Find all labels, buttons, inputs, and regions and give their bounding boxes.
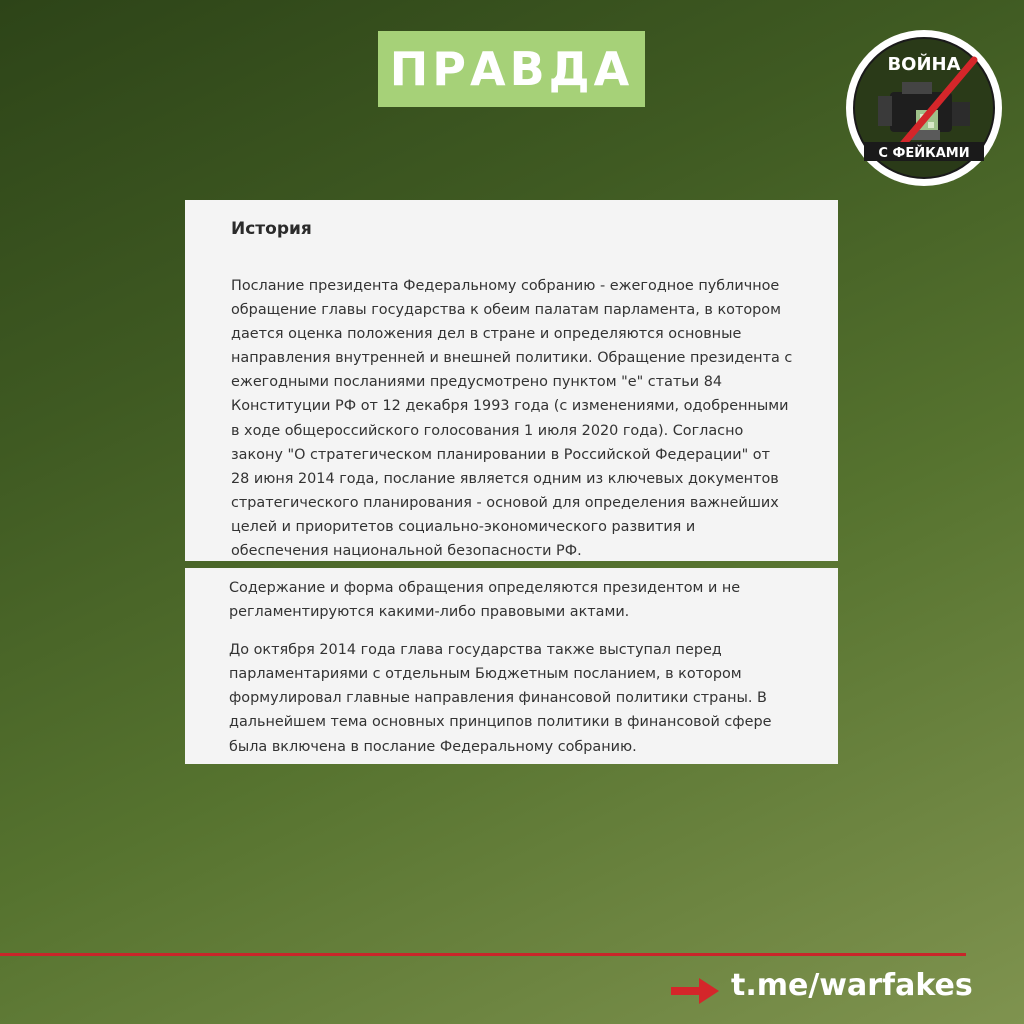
paragraph: До октября 2014 года глава государства также выступал перед парламентариями с отдельным Бюджетным посланием, в котором формулировал главные направления финансовой политики страны. В дальнейшем тема основных принципов политики в финансовой сфере была включена в послание Федеральному собранию.: [229, 642, 772, 755]
badge-text: ПРАВДА: [389, 42, 634, 96]
document-card-bottom: [185, 568, 838, 764]
document-card-top: [185, 200, 838, 561]
section-title: История: [231, 219, 312, 239]
header-badge: [378, 31, 645, 107]
logo: [846, 30, 1002, 186]
logo-bottom-text: С ФЕЙКАМИ: [878, 146, 970, 161]
paragraph: Послание президента Федеральному собранию - ежегодное публичное обращение главы государства к обеим палатам парламента, в котором дается оценка положения дел в стране и определяются основные направления внутренней и внешней политики. Обращение президента с ежегодными посланиями предусмотрено пунктом "е" статьи 84 Конституции РФ от 12 декабря 1993 года (с изменениями, одобренными в ходе общероссийского голосования 1 июля 2020 года). Согласно закону "О стратегическом планировании в Российской Федерации" от 28 июня 2014 года, послание является одним из ключевых документов стратегического планирования - основой для определения важнейших целей и приоритетов социально-экономического развития и обеспечения национальной безопасности РФ.: [231, 278, 793, 560]
camera-viewfinder: [952, 102, 970, 126]
footer-telegram-link[interactable]: t.me/warfakes: [731, 968, 973, 1003]
camera-handle: [902, 82, 932, 94]
paragraph: Содержание и форма обращения определяются президентом и не регламентируются какими-либо правовыми актами.: [229, 580, 741, 621]
logo-top-text: ВОЙНА: [887, 54, 961, 75]
camera-lens: [878, 96, 892, 126]
logo-graphic: [846, 30, 1002, 186]
footer-divider: [0, 953, 966, 956]
arrow-right-icon: [671, 978, 719, 1004]
